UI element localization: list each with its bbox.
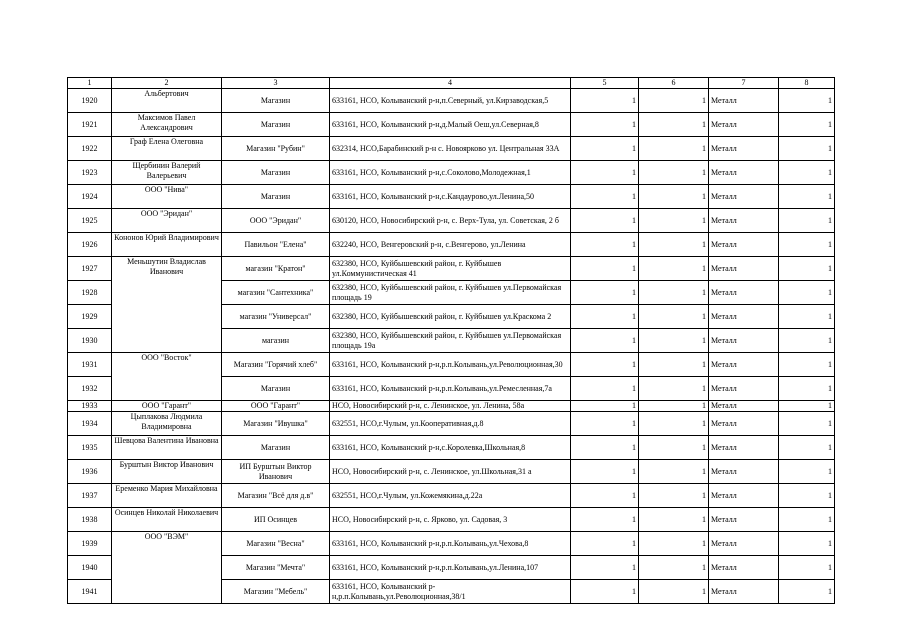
count-cell: 1: [571, 329, 639, 353]
object-name-cell: ООО "Эридан": [222, 209, 330, 233]
row-number-cell: 1930: [68, 329, 112, 353]
material-cell: Металл: [709, 89, 779, 113]
header-cell: 6: [639, 78, 709, 89]
total-cell: 1: [779, 233, 835, 257]
quantity-cell: 1: [639, 257, 709, 281]
material-cell: Металл: [709, 329, 779, 353]
owner-name-cell: ООО "Нива": [112, 185, 222, 209]
total-cell: 1: [779, 508, 835, 532]
quantity-cell: 1: [639, 305, 709, 329]
row-number-cell: 1925: [68, 209, 112, 233]
quantity-cell: 1: [639, 89, 709, 113]
owner-name-cell: Еременко Мария Михайловна: [112, 484, 222, 508]
address-cell: 633161, НСО, Колыванский р-н,с.Кандаурово,ул.Ленина,50: [330, 185, 571, 209]
total-cell: 1: [779, 412, 835, 436]
material-cell: Металл: [709, 580, 779, 604]
material-cell: Металл: [709, 401, 779, 412]
quantity-cell: 1: [639, 460, 709, 484]
quantity-cell: 1: [639, 185, 709, 209]
address-cell: 630120, НСО, Новосибирский р-н, с. Верх-Тула, ул. Советская, 2 б: [330, 209, 571, 233]
address-cell: 633161, НСО, Колыванский р-н,р.п.Колывань,ул.Ленина,107: [330, 556, 571, 580]
object-name-cell: Магазин "Мечта": [222, 556, 330, 580]
address-cell: 632551, НСО,г.Чулым, ул.Кооперативная,д.8: [330, 412, 571, 436]
object-name-cell: Магазин: [222, 436, 330, 460]
owner-name-cell: Меньшутин Владислав Иванович: [112, 257, 222, 353]
quantity-cell: 1: [639, 377, 709, 401]
table-row: [68, 484, 835, 508]
row-number-cell: 1934: [68, 412, 112, 436]
object-name-cell: Магазин: [222, 185, 330, 209]
material-cell: Металл: [709, 436, 779, 460]
quantity-cell: 1: [639, 281, 709, 305]
address-cell: 632380, НСО, Куйбышевский район, г. Куйбышев ул.Первомайская площадь 19а: [330, 329, 571, 353]
count-cell: 1: [571, 305, 639, 329]
quantity-cell: 1: [639, 113, 709, 137]
header-cell: 3: [222, 78, 330, 89]
quantity-cell: 1: [639, 329, 709, 353]
table-row: [68, 137, 835, 161]
total-cell: 1: [779, 484, 835, 508]
total-cell: 1: [779, 185, 835, 209]
quantity-cell: 1: [639, 436, 709, 460]
table-row: [68, 401, 835, 412]
total-cell: 1: [779, 161, 835, 185]
row-number-cell: 1941: [68, 580, 112, 604]
row-number-cell: 1940: [68, 556, 112, 580]
count-cell: 1: [571, 89, 639, 113]
material-cell: Металл: [709, 377, 779, 401]
material-cell: Металл: [709, 161, 779, 185]
owner-name-cell: Граф Елена Олеговна: [112, 137, 222, 161]
object-name-cell: Магазин: [222, 113, 330, 137]
material-cell: Металл: [709, 532, 779, 556]
table-row: [68, 460, 835, 484]
total-cell: 1: [779, 281, 835, 305]
row-number-cell: 1921: [68, 113, 112, 137]
total-cell: 1: [779, 460, 835, 484]
count-cell: 1: [571, 484, 639, 508]
table-row: [68, 412, 835, 436]
row-number-cell: 1924: [68, 185, 112, 209]
count-cell: 1: [571, 137, 639, 161]
object-name-cell: Магазин: [222, 161, 330, 185]
header-cell: 1: [68, 78, 112, 89]
address-cell: 633161, НСО, Колыванский р-н,с.Королевка,Школьная,8: [330, 436, 571, 460]
table-row: [68, 508, 835, 532]
total-cell: 1: [779, 113, 835, 137]
total-cell: 1: [779, 305, 835, 329]
count-cell: 1: [571, 532, 639, 556]
address-cell: НСО, Новосибирский р-н, с. Ленинское, ул. Ленина, 58а: [330, 401, 571, 412]
address-cell: 633161, НСО, Колыванский р-н,р.п.Колывань,ул.Ремесленная,7а: [330, 377, 571, 401]
row-number-cell: 1939: [68, 532, 112, 556]
header-cell: 4: [330, 78, 571, 89]
address-cell: НСО, Новосибирский р-н, с. Ярково, ул. Садовая, 3: [330, 508, 571, 532]
table-row: [68, 209, 835, 233]
row-number-cell: 1929: [68, 305, 112, 329]
object-name-cell: магазин "Универсал": [222, 305, 330, 329]
row-number-cell: 1922: [68, 137, 112, 161]
quantity-cell: 1: [639, 508, 709, 532]
count-cell: 1: [571, 401, 639, 412]
row-number-cell: 1936: [68, 460, 112, 484]
header-cell: 7: [709, 78, 779, 89]
header-cell: 2: [112, 78, 222, 89]
table-row: [68, 185, 835, 209]
quantity-cell: 1: [639, 209, 709, 233]
quantity-cell: 1: [639, 412, 709, 436]
material-cell: Металл: [709, 460, 779, 484]
address-cell: 632314, НСО,Барабинский р-н с. Новоярково ул. Центральная 33А: [330, 137, 571, 161]
row-number-cell: 1931: [68, 353, 112, 377]
object-name-cell: Магазин: [222, 377, 330, 401]
address-cell: НСО, Новосибирский р-н, с. Ленинское, ул.Школьная,31 а: [330, 460, 571, 484]
owner-name-cell: Альбертович: [112, 89, 222, 113]
address-cell: 633161, НСО, Колыванский р-н,д.Малый Оеш,ул.Северная,8: [330, 113, 571, 137]
address-cell: 633161, НСО, Колыванский р-н,р.п.Колывань,ул.Революционная,38/1: [330, 580, 571, 604]
table-row: [68, 436, 835, 460]
quantity-cell: 1: [639, 353, 709, 377]
object-name-cell: магазин "Сантехника": [222, 281, 330, 305]
quantity-cell: 1: [639, 137, 709, 161]
total-cell: 1: [779, 209, 835, 233]
object-name-cell: магазин "Кратон": [222, 257, 330, 281]
owner-name-cell: Щербинин Валерий Валерьевич: [112, 161, 222, 185]
count-cell: 1: [571, 508, 639, 532]
quantity-cell: 1: [639, 580, 709, 604]
address-cell: 632380, НСО, Куйбышевский район, г. Куйбышев ул.Первомайская площадь 19: [330, 281, 571, 305]
owner-name-cell: Кононов Юрий Владимирович: [112, 233, 222, 257]
row-number-cell: 1928: [68, 281, 112, 305]
row-number-cell: 1933: [68, 401, 112, 412]
material-cell: Металл: [709, 484, 779, 508]
object-name-cell: Магазин "Всё для д.в": [222, 484, 330, 508]
object-name-cell: Магазин "Горячий хлеб": [222, 353, 330, 377]
material-cell: Металл: [709, 508, 779, 532]
row-number-cell: 1938: [68, 508, 112, 532]
owner-name-cell: Максимов Павел Александрович: [112, 113, 222, 137]
quantity-cell: 1: [639, 401, 709, 412]
owner-name-cell: Осинцев Николай Николаевич: [112, 508, 222, 532]
count-cell: 1: [571, 460, 639, 484]
object-name-cell: ИП Бурштын Виктор Иванович: [222, 460, 330, 484]
count-cell: 1: [571, 257, 639, 281]
registry-table-body: [68, 78, 835, 604]
material-cell: Металл: [709, 185, 779, 209]
address-cell: 633161, НСО, Колыванский р-н,п.Северный, ул.Кирзаводская,5: [330, 89, 571, 113]
count-cell: 1: [571, 281, 639, 305]
total-cell: 1: [779, 137, 835, 161]
material-cell: Металл: [709, 257, 779, 281]
count-cell: 1: [571, 412, 639, 436]
object-name-cell: Магазин "Рубин": [222, 137, 330, 161]
row-number-cell: 1923: [68, 161, 112, 185]
object-name-cell: Магазин "Мебель": [222, 580, 330, 604]
owner-name-cell: ООО "ВЭМ": [112, 532, 222, 604]
material-cell: Металл: [709, 137, 779, 161]
table-row: [68, 532, 835, 556]
count-cell: 1: [571, 556, 639, 580]
address-cell: 632551, НСО,г.Чулым, ул.Кожемякина,д.22а: [330, 484, 571, 508]
object-name-cell: магазин: [222, 329, 330, 353]
table-row: [68, 233, 835, 257]
total-cell: 1: [779, 436, 835, 460]
count-cell: 1: [571, 161, 639, 185]
row-number-cell: 1932: [68, 377, 112, 401]
row-number-cell: 1935: [68, 436, 112, 460]
total-cell: 1: [779, 89, 835, 113]
row-number-cell: 1927: [68, 257, 112, 281]
total-cell: 1: [779, 556, 835, 580]
total-cell: 1: [779, 532, 835, 556]
object-name-cell: Магазин: [222, 89, 330, 113]
material-cell: Металл: [709, 209, 779, 233]
owner-name-cell: ООО "Гарант": [112, 401, 222, 412]
count-cell: 1: [571, 185, 639, 209]
table-row: [68, 161, 835, 185]
owner-name-cell: Цыплакова Людмила Владимировна: [112, 412, 222, 436]
count-cell: 1: [571, 436, 639, 460]
total-cell: 1: [779, 353, 835, 377]
material-cell: Металл: [709, 281, 779, 305]
quantity-cell: 1: [639, 484, 709, 508]
address-cell: 632380, НСО, Куйбышевский район, г. Куйбышев ул.Краскома 2: [330, 305, 571, 329]
table-row: [68, 89, 835, 113]
quantity-cell: 1: [639, 556, 709, 580]
count-cell: 1: [571, 580, 639, 604]
row-number-cell: 1920: [68, 89, 112, 113]
registry-table: [67, 77, 835, 604]
total-cell: 1: [779, 257, 835, 281]
table-row: [68, 113, 835, 137]
total-cell: 1: [779, 401, 835, 412]
address-cell: 632240, НСО, Венгеровский р-н, с.Венгерово, ул.Ленина: [330, 233, 571, 257]
row-number-cell: 1937: [68, 484, 112, 508]
address-cell: 633161, НСО, Колыванский р-н,р.п.Колывань,ул.Революционная,30: [330, 353, 571, 377]
material-cell: Металл: [709, 113, 779, 137]
address-cell: 633161, НСО, Колыванский р-н,с.Соколово,Молодежная,1: [330, 161, 571, 185]
object-name-cell: Павильон "Елена": [222, 233, 330, 257]
quantity-cell: 1: [639, 161, 709, 185]
address-cell: 632380, НСО, Куйбышевский район, г. Куйбышев ул.Коммунистическая 41: [330, 257, 571, 281]
material-cell: Металл: [709, 233, 779, 257]
quantity-cell: 1: [639, 233, 709, 257]
row-number-cell: 1926: [68, 233, 112, 257]
owner-name-cell: ООО "Эридан": [112, 209, 222, 233]
table-row: [68, 257, 835, 281]
material-cell: Металл: [709, 412, 779, 436]
material-cell: Металл: [709, 353, 779, 377]
total-cell: 1: [779, 377, 835, 401]
object-name-cell: Магазин "Ивушка": [222, 412, 330, 436]
count-cell: 1: [571, 233, 639, 257]
count-cell: 1: [571, 377, 639, 401]
owner-name-cell: Бурштын Виктор Иванович: [112, 460, 222, 484]
count-cell: 1: [571, 113, 639, 137]
header-cell: 8: [779, 78, 835, 89]
total-cell: 1: [779, 329, 835, 353]
count-cell: 1: [571, 353, 639, 377]
owner-name-cell: ООО "Восток": [112, 353, 222, 401]
owner-name-cell: Шевцова Валентина Ивановна: [112, 436, 222, 460]
material-cell: Металл: [709, 556, 779, 580]
header-cell: 5: [571, 78, 639, 89]
table-row: [68, 353, 835, 377]
quantity-cell: 1: [639, 532, 709, 556]
count-cell: 1: [571, 209, 639, 233]
address-cell: 633161, НСО, Колыванский р-н,р.п.Колывань,ул.Чехова,8: [330, 532, 571, 556]
total-cell: 1: [779, 580, 835, 604]
material-cell: Металл: [709, 305, 779, 329]
column-number-header-row: [68, 78, 835, 89]
object-name-cell: ИП Осинцев: [222, 508, 330, 532]
object-name-cell: Магазин "Весна": [222, 532, 330, 556]
object-name-cell: ООО "Гарант": [222, 401, 330, 412]
